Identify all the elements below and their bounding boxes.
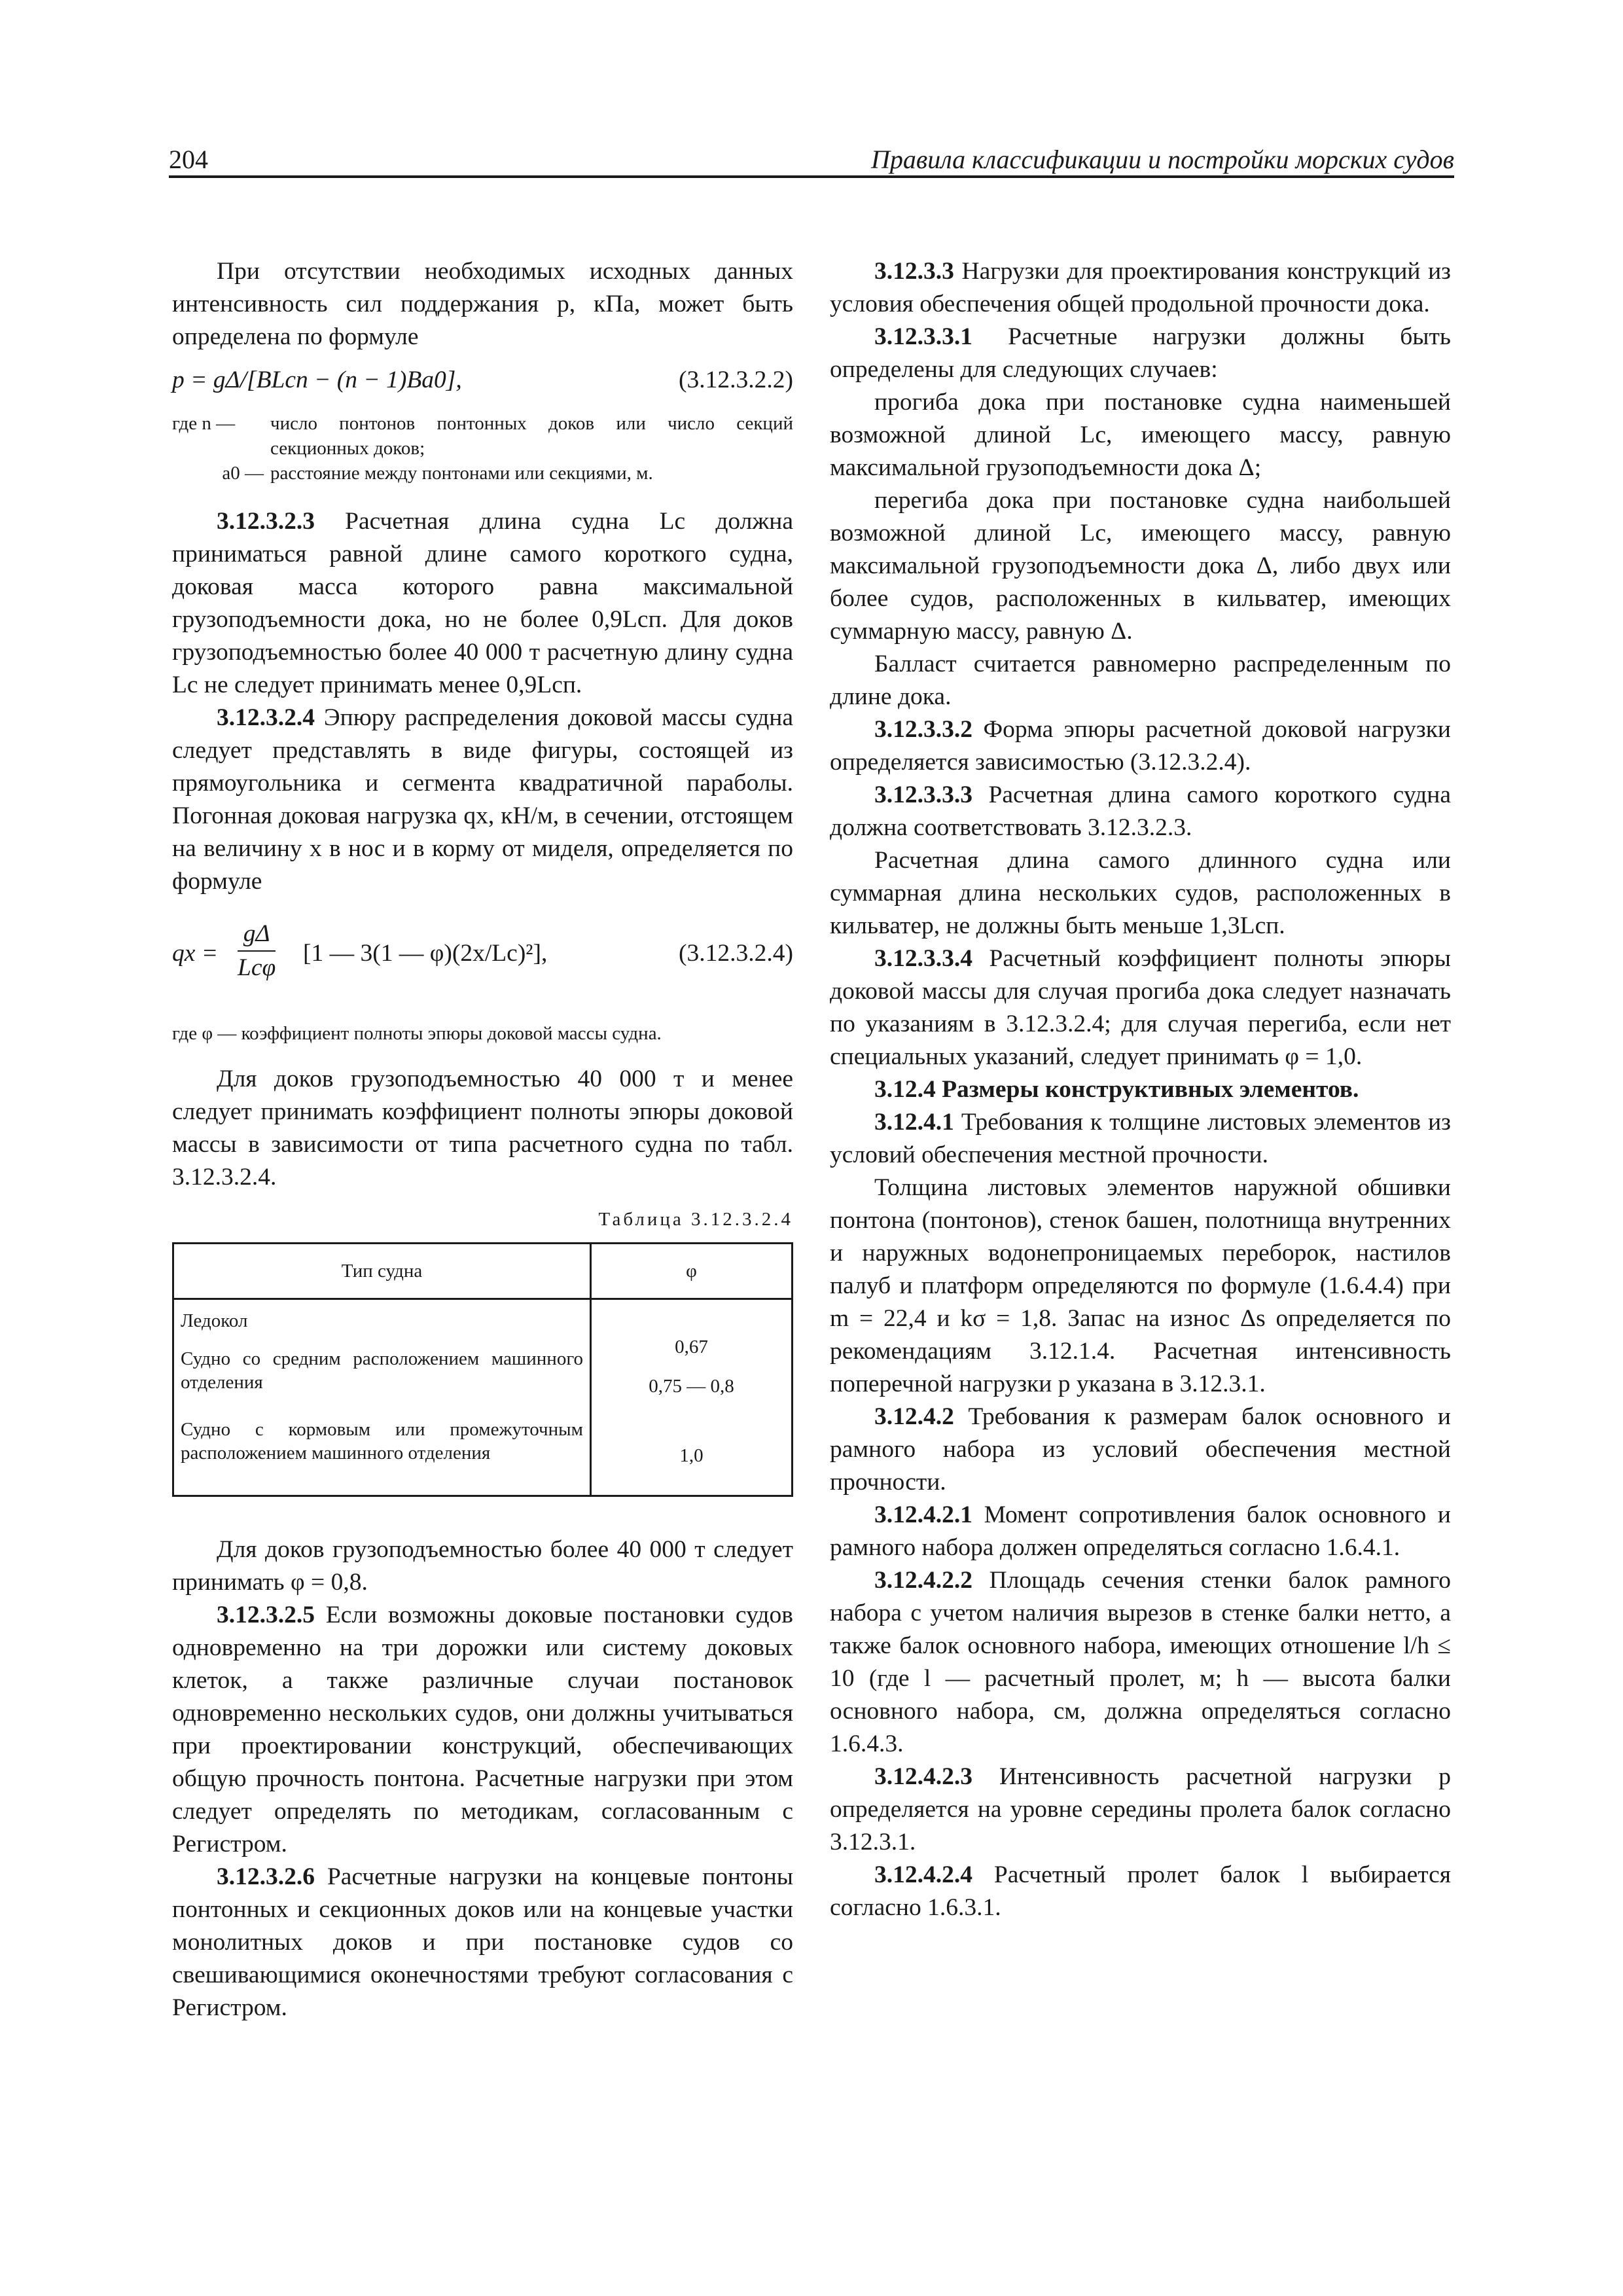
note-label: a0 — [222, 463, 264, 484]
table-cell: Ледокол [181, 1310, 248, 1331]
paragraph [830, 255, 1451, 321]
paragraph [830, 1106, 1451, 1172]
clause-number: 3.12.4.2 [874, 1403, 954, 1430]
fraction-numerator: gΔ [238, 918, 276, 952]
clause-number: 3.12.3.3.1 [874, 323, 972, 350]
clause-number: 3.12.3.2.5 [217, 1602, 315, 1628]
clause-number: 3.12.3.2.4 [217, 704, 315, 731]
paragraph [172, 1861, 793, 2024]
table-caption: Таблица 3.12.3.2.4 [598, 1209, 793, 1230]
paragraph [830, 1761, 1451, 1859]
paragraph: При отсутствии необходимых исходных данных интенсивность сил поддержания p, кПа, может быть определена по формуле [172, 258, 793, 350]
paragraph [830, 321, 1451, 386]
clause-text: Расчетный коэффициент полноты эпюры доковой массы для случая прогиба дока следует назначать по указаниям в 3.12.3.2.4; для случая перегиба, если нет специальных указаний, следует принимать φ = 1,0. [830, 945, 1451, 1070]
paragraph [172, 702, 793, 898]
left-column [172, 255, 793, 2024]
paragraph [830, 1499, 1451, 1564]
formula-rest: [1 — 3(1 — φ)(2x/Lс)²], [303, 940, 548, 967]
clause-text: Расчетная длина судна Lс должна приниматься равной длине самого короткого судна, доковая масса которого равна максимальной грузоподъемности дока, но не более 0,9Lсп. Для доков грузоподъемностью более 40 000 т расчетную длину судна Lс не следует принимать менее 0,9Lсп. [172, 508, 793, 698]
page-number: 204 [169, 145, 208, 174]
clause-text: Расчетные нагрузки должны быть определены для следующих случаев: [830, 323, 1451, 383]
right-column [830, 255, 1451, 1924]
clause-text: Площадь сечения стенки балок рамного набора с учетом наличия вырезов в стенке балки нетто, а также балок основного набора, имеющих отношение l/h ≤ 10 (где l — расчетный пролет, м; h — высота балки основного набора, см, должна определяться согласно 1.6.4.3. [830, 1567, 1451, 1757]
formula-3-12-3-2-4 [172, 918, 793, 995]
paragraph: прогиба дока при постановке судна наименьшей возможной длиной Lс, имеющего массу, равную максимальной грузоподъемности дока Δ; [830, 389, 1451, 481]
note-row [172, 411, 793, 461]
paragraph [172, 1599, 793, 1861]
clause-number: 3.12.3.3.2 [874, 716, 972, 743]
formula-expression: p = gΔ/[BLсп − (n − 1)Ba0], [172, 367, 462, 393]
phi-value: 0,67 [675, 1336, 708, 1357]
paragraph [830, 779, 1451, 844]
phi-value: 1,0 [679, 1445, 704, 1466]
clause-number: 3.12.3.3 [874, 258, 954, 285]
paragraph: Расчетная длина самого длинного судна или суммарная длина нескольких судов, расположенных в кильватер, не должны быть меньше 1,3Lсп. [830, 847, 1451, 939]
spacer [172, 1497, 793, 1534]
clause-number: 3.12.3.3.3 [874, 781, 972, 808]
clause-text: Интенсивность расчетной нагрузки p определяется на уровне середины пролета балок согласно 3.12.3.1. [830, 1763, 1451, 1856]
clause-number: 3.12.3.2.6 [217, 1863, 315, 1890]
paragraph [830, 1859, 1451, 1924]
note-label: где n — [172, 413, 236, 434]
paragraph: Для доков грузоподъемностью более 40 000 т следует принимать φ = 0,8. [172, 1536, 793, 1596]
clause-text: Нагрузки для проектирования конструкций из условия обеспечения общей продольной прочности дока. [830, 258, 1451, 317]
column-header-type: Тип судна [173, 1244, 591, 1299]
clause-number: 3.12.3.3.4 [874, 945, 972, 972]
clause-text: Требования к размерам балок основного и рамного набора из условий обеспечения местной прочности. [830, 1403, 1451, 1496]
paragraph [830, 1564, 1451, 1761]
column-header-phi: φ [591, 1244, 793, 1299]
clause-text: Требования к толщине листовых элементов из условий обеспечения местной прочности. [830, 1109, 1451, 1168]
paragraph [830, 942, 1451, 1073]
clause-number: 3.12.4.2.4 [874, 1861, 972, 1888]
paragraph [830, 1401, 1451, 1499]
paragraph [172, 505, 793, 702]
formula-number: (3.12.3.2.4) [679, 940, 793, 967]
clause-text: Расчетная длина самого короткого судна должна соответствовать 3.12.3.2.3. [830, 781, 1451, 841]
table-cell [592, 1444, 791, 1483]
note-text: расстояние между понтонами или секциями, м. [270, 463, 653, 484]
clause-number: 3.12.4.2.1 [874, 1501, 972, 1528]
table-row [173, 1299, 793, 1496]
table-header-row [173, 1244, 793, 1299]
phi-value: 0,75 — 0,8 [649, 1376, 734, 1397]
formula-fraction [238, 918, 276, 984]
clause-text: Если возможны доковые постановки судов одновременно на три дорожки или систему доковых клеток, а также различные случаи постановок одновременно нескольких судов, они должны учитываться при проектировании конструкций, обеспечивающих общую прочность понтона. Расчетные нагрузки при этом следует определять по методикам, согласованным с Регистром. [172, 1602, 793, 1857]
clause-number: 3.12.4.2.2 [874, 1567, 972, 1594]
clause-text: Форма эпюры расчетной доковой нагрузки определяется зависимостью (3.12.3.2.4). [830, 716, 1451, 776]
note-text: число понтонов понтонных доков или число секций секционных доков; [270, 413, 793, 459]
section-heading [830, 1073, 1451, 1106]
ship-type-table [172, 1242, 793, 1497]
clause-text: Расчетные нагрузки на концевые понтоны понтонных и секционных доков или на концевые участки монолитных доков и при постановке судов со свешивающимися оконечностями требуют согласования с Регистром. [172, 1863, 793, 2021]
paragraph [830, 713, 1451, 779]
table-cell: Судно с кормовым или промежуточным расположением машинного отделения [181, 1419, 583, 1463]
clause-text: Эпюру распределения доковой массы судна следует представлять в виде фигуры, состоящей из прямоугольника и сегмента квадратичной параболы. Погонная доковая нагрузка qx, кН/м, в сечении, отстоящем на величину x в нос и в корму от миделя, определяется по формуле [172, 704, 793, 895]
note-row [172, 461, 793, 486]
table-cell [592, 1374, 791, 1444]
section-heading-text: 3.12.4 Размеры конструктивных элементов. [874, 1076, 1359, 1103]
fraction-denominator: Lсφ [238, 954, 276, 981]
paragraph: перегиба дока при постановке судна наибольшей возможной длиной Lс, имеющего массу, равную максимальной грузоподъемности дока Δ, либо двух или более судов, расположенных в кильватер, имеющих суммарную массу, равную Δ. [830, 487, 1451, 645]
paragraph: Толщина листовых элементов наружной обшивки понтона (понтонов), стенок башен, полотнища внутренних и наружных водонепроницаемых переборок, настилов палуб и платформ определяются по формуле (1.6.4.4) при m = 22,4 и kσ = 1,8. Запас на износ Δs определяется по рекомендациям 3.12.1.4. Расчетная интенсивность поперечной нагрузки p указана в 3.12.3.1. [830, 1174, 1451, 1397]
formula-number: (3.12.3.2.2) [679, 367, 793, 393]
formula-lhs: qx = [172, 940, 219, 967]
clause-number: 3.12.4.1 [874, 1109, 954, 1136]
paragraph: Для доков грузоподъемностью 40 000 т и менее следует принимать коэффициент полноты эпюры доковой массы в зависимости от типа расчетного судна по табл. 3.12.3.2.4. [172, 1066, 793, 1191]
table-cell: Судно со средним расположением машинного отделения [181, 1348, 583, 1393]
table-cell-types [173, 1299, 591, 1496]
clause-number: 3.12.4.2.3 [874, 1763, 972, 1790]
clause-number: 3.12.3.2.3 [217, 508, 315, 535]
formula-notes [172, 411, 793, 486]
paragraph: Балласт считается равномерно распределенным по длине дока. [830, 651, 1451, 710]
formula-note: где φ — коэффициент полноты эпюры доковой массы судна. [172, 1023, 662, 1044]
formula-3-12-3-2-2 [172, 364, 793, 403]
clause-text: Расчетный пролет балок l выбирается согласно 1.6.3.1. [830, 1861, 1451, 1921]
running-title: Правила классификации и постройки морских судов [870, 145, 1454, 174]
table-cell-values [591, 1299, 793, 1496]
header-rule [169, 175, 1454, 178]
table-cell [592, 1309, 791, 1374]
clause-text: Момент сопротивления балок основного и рамного набора должен определяться согласно 1.6.4.1. [830, 1501, 1451, 1561]
